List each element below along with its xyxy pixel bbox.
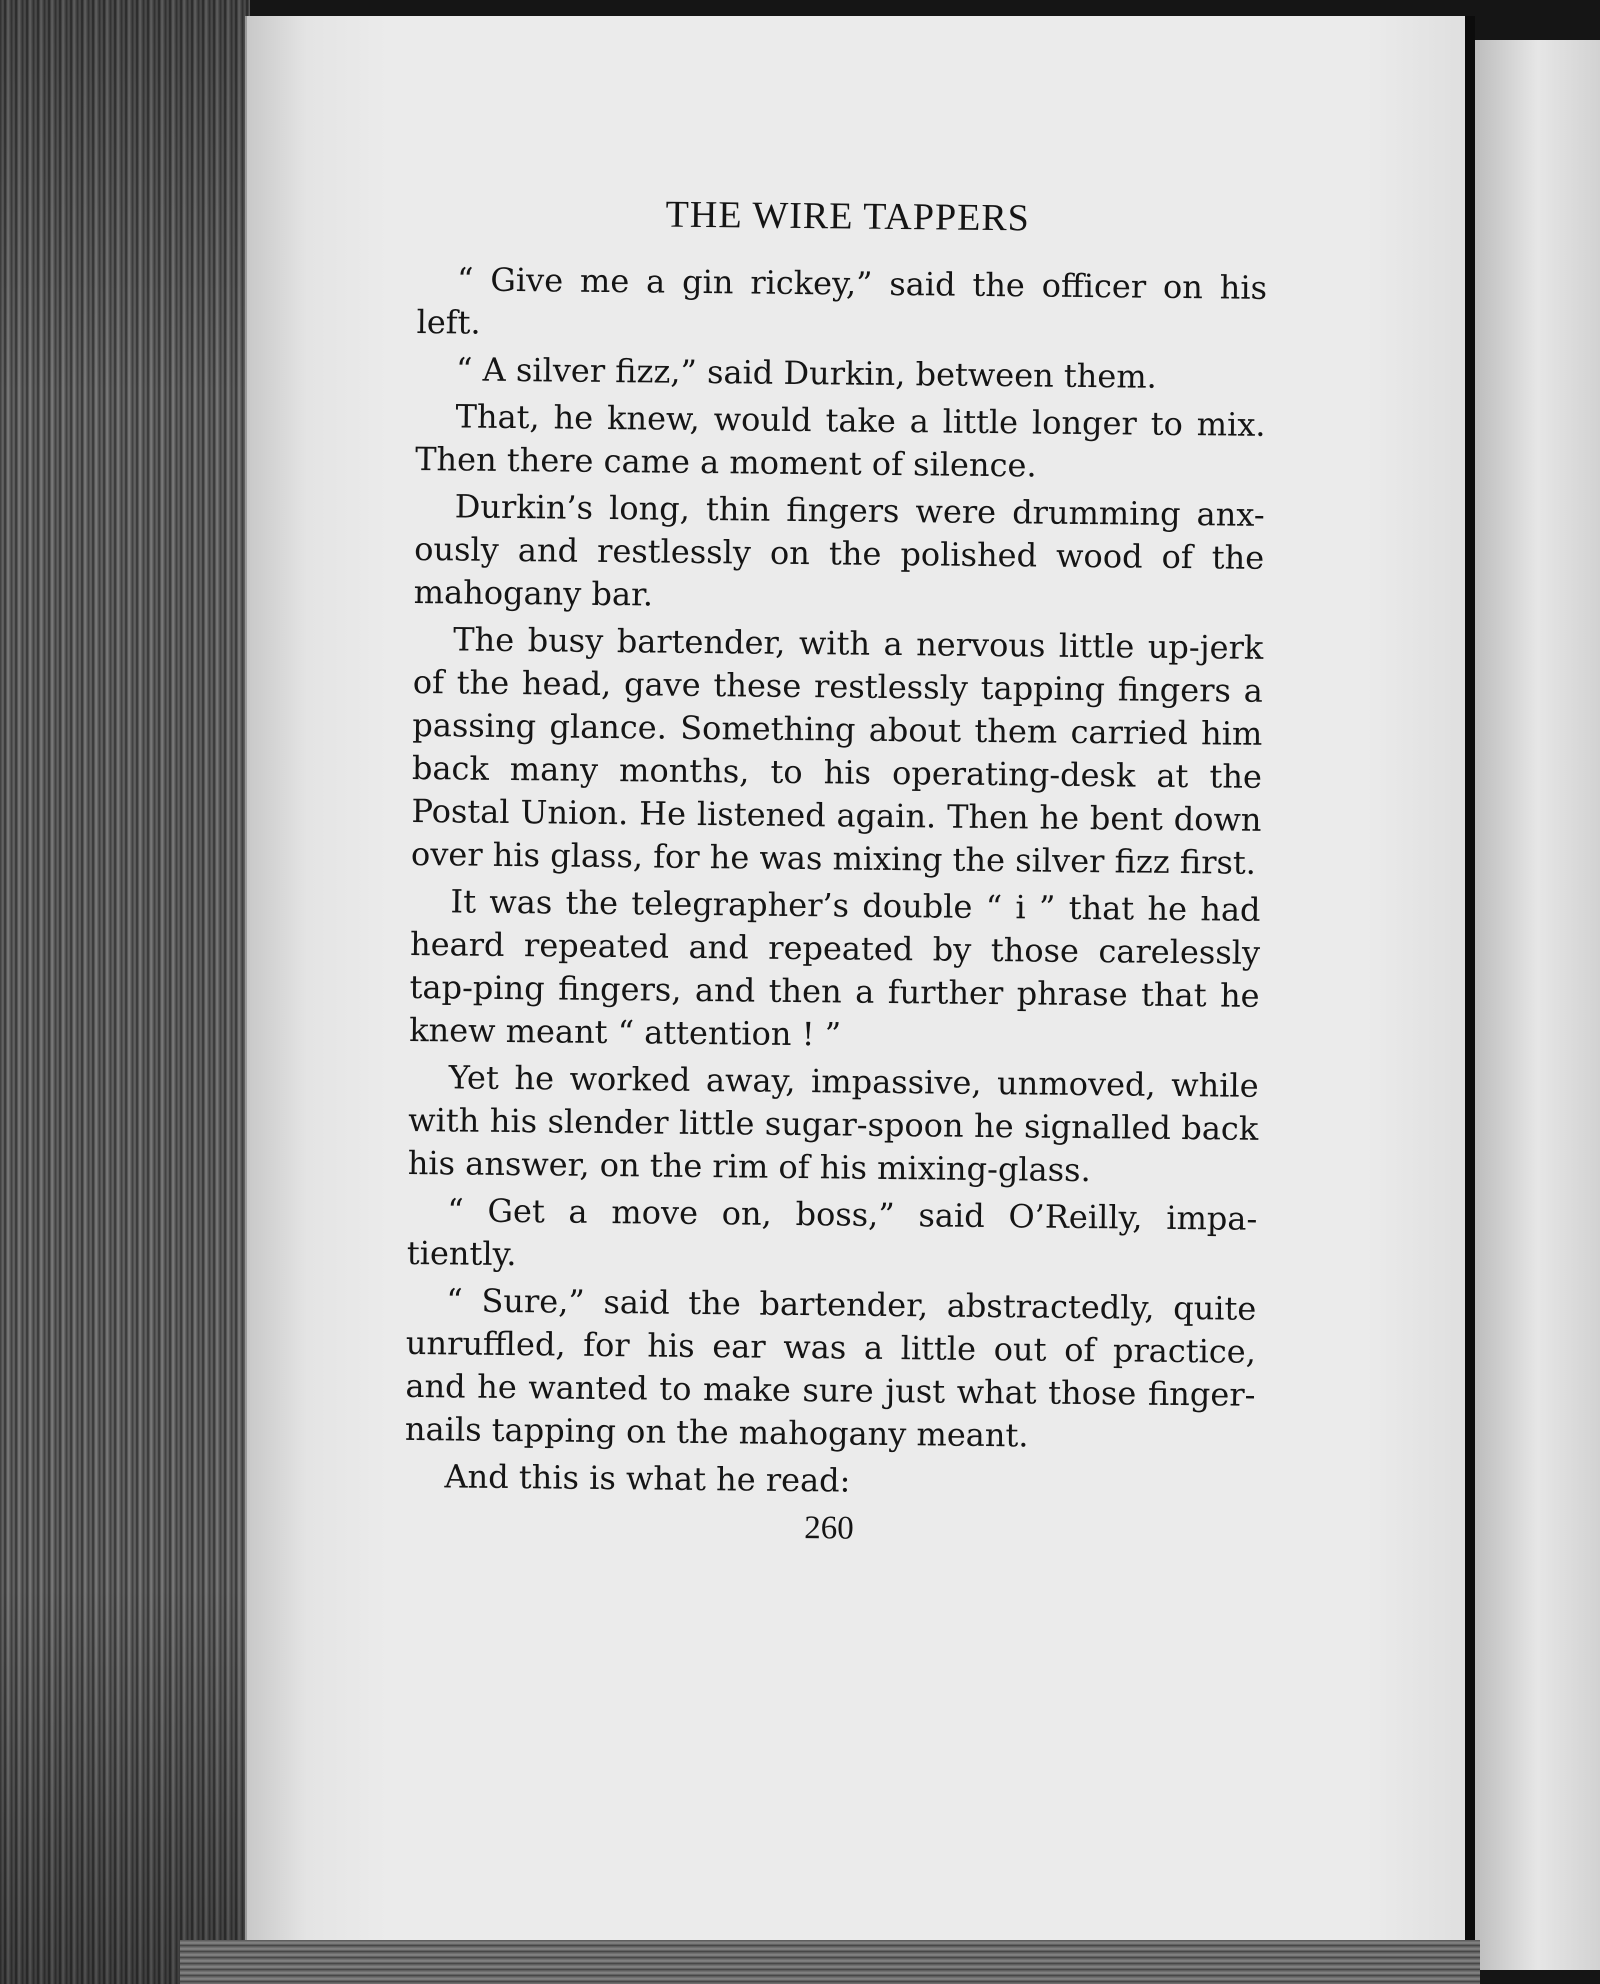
page-bottom-edges xyxy=(180,1940,1480,1984)
paragraph: That, he knew, would take a little longer to mix. Then there came a moment of silence. xyxy=(414,397,1266,485)
page-edges xyxy=(0,0,250,1984)
text-block xyxy=(404,190,1268,1552)
paragraph: “ Sure,” said the bartender, abstractedly, quite unruffled, for his ear was a little out of practice, and he wanted to make sure just what those finger-nails tapping on the mahogany meant. xyxy=(404,1281,1257,1455)
paragraph: “ A silver fizz,” said Durkin, between them. xyxy=(455,350,1158,396)
paragraph: “ Get a move on, boss,” said O’Reilly, impa-tiently. xyxy=(406,1191,1258,1274)
paragraph: The busy bartender, with a nervous little up-jerk of the head, gave these restlessly tapping fingers a passing glance. Something about them carried him back many months, to his operating-desk at the Postal Union. He listened again. Then he bent down over his glass, for he was mixing the silver fizz first. xyxy=(410,620,1264,882)
paragraph: Durkin’s long, thin fingers were drumming anx-ously and restlessly on the polished wood of the mahogany bar. xyxy=(413,487,1265,614)
paragraph: “ Give me a gin rickey,” said the officer on his left. xyxy=(416,260,1268,342)
paragraph: And this is what he read: xyxy=(444,1457,851,1500)
running-head: THE WIRE TAPPERS xyxy=(665,193,1031,240)
page-number: 260 xyxy=(804,1510,854,1547)
facing-page-edge xyxy=(1475,40,1600,1970)
paragraph: Yet he worked away, impassive, unmoved, while with his slender little sugar-spoon he signalled back his answer, on the rim of his mixing-glass. xyxy=(407,1058,1259,1190)
book-gutter xyxy=(1465,16,1475,1966)
paragraph: It was the telegrapher’s double “ i ” that he had heard repeated and repeated by those carelessly tap-ping fingers, and then a further phrase that he knew meant “ attention ! ” xyxy=(409,882,1261,1054)
